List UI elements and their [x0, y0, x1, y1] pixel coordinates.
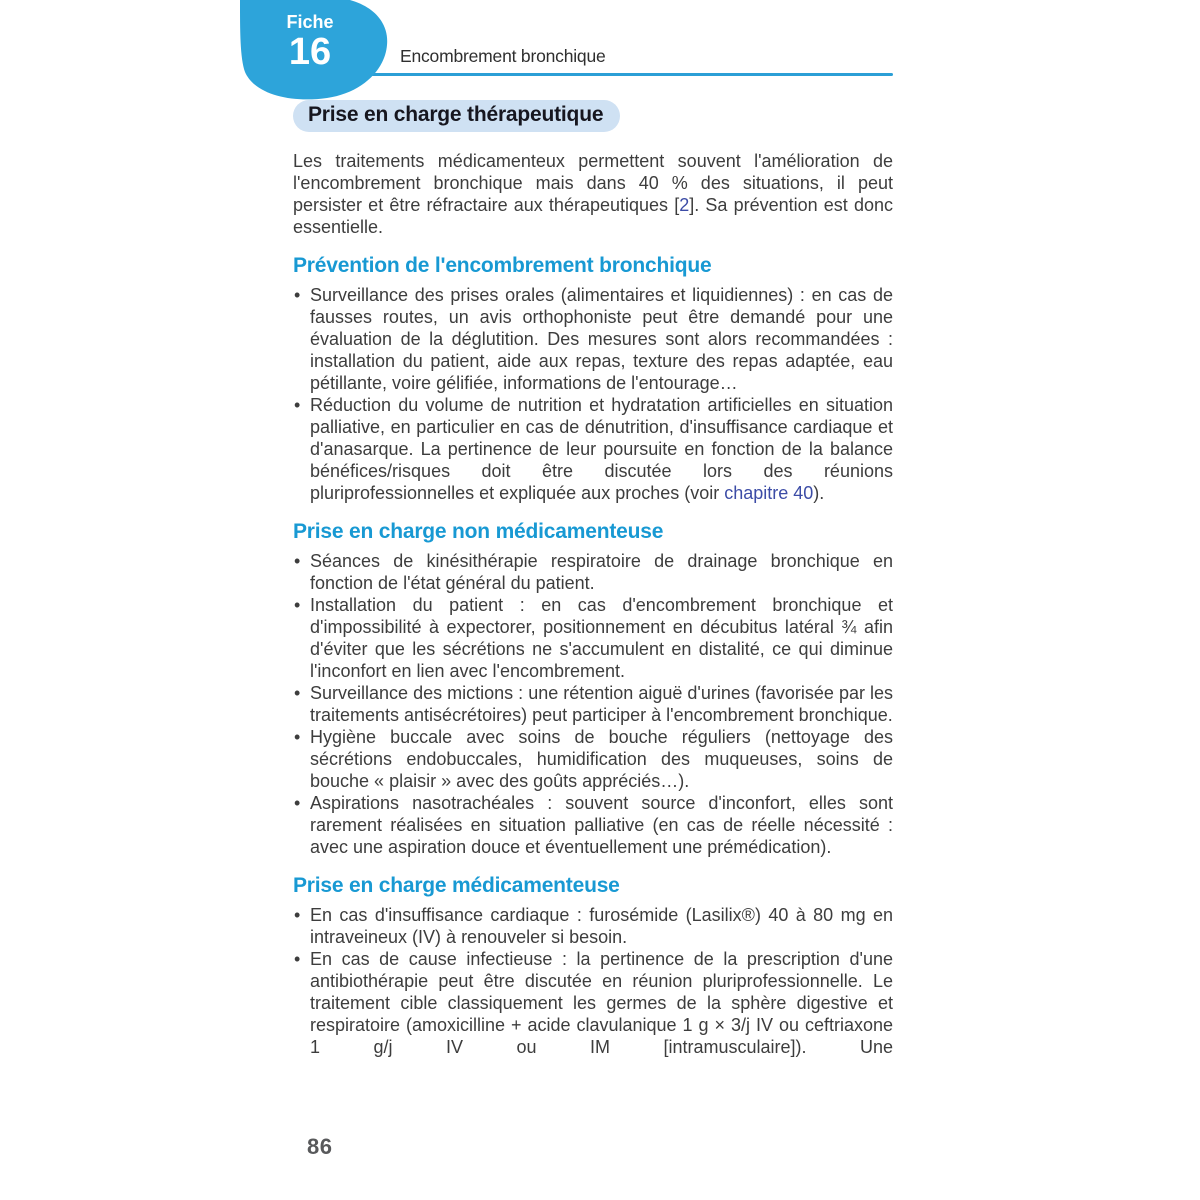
bullet-list-prevention — [293, 284, 893, 504]
chapter-title: Encombrement bronchique — [400, 46, 606, 66]
list-item — [293, 394, 893, 504]
header-divider — [338, 73, 893, 76]
fiche-badge-text — [240, 0, 380, 72]
fiche-number: 16 — [288, 31, 332, 73]
list-item — [293, 594, 893, 682]
list-item-text: Séances de kinésithérapie respiratoire de drainage bronchique en fonction de l'état général du patient. — [310, 551, 893, 593]
intro-text-post: ]. Sa prévention est donc essentielle. — [293, 195, 894, 237]
fiche-label: Fiche — [286, 12, 334, 32]
chapter-40-link[interactable]: chapitre 40 — [724, 483, 814, 503]
list-item-text: Installation du patient : en cas d'encombrement bronchique et d'impossibilité à expectorer, positionnement en décubitus latéral ¾ afin d'éviter que les sécrétions ne s'accumulent en distalité, ce qui diminue l'inconfort en lien avec l'encombrement. — [310, 595, 893, 681]
fiche-badge — [240, 0, 390, 104]
list-item — [293, 948, 893, 1058]
list-item-text: En cas de cause infectieuse : la pertinence de la prescription d'une antibiothérapie peut être discutée en réunion pluriprofessionnelle. Le traitement cible classiquement les germes de la sphère digestive et respiratoire (amoxicilline + acide clavulanique 1 g × 3/j IV ou ceftriaxone 1 g/j IV ou IM [intramusculaire]). Une — [310, 949, 893, 1057]
list-item — [293, 792, 893, 858]
list-item — [293, 284, 893, 394]
reference-link-2[interactable]: 2 — [679, 195, 690, 215]
list-item — [293, 550, 893, 594]
list-item-text: Aspirations nasotrachéales : souvent source d'inconfort, elles sont rarement réalisées en situation palliative (en cas de réelle nécessité : avec une aspiration douce et éventuellement une prémédication). — [310, 793, 893, 857]
section-heading-medicamenteuse: Prise en charge médicamenteuse — [293, 874, 620, 897]
list-item-text: Hygiène buccale avec soins de bouche réguliers (nettoyage des sécrétions endobuccales, humidification des muqueuses, soins de bouche « plaisir » avec des goûts appréciés…). — [310, 727, 893, 791]
list-item — [293, 726, 893, 792]
section-heading-non-medicamenteuse: Prise en charge non médicamenteuse — [293, 520, 664, 543]
bullet-list-non-medicamenteuse — [293, 550, 893, 858]
list-item-text: Réduction du volume de nutrition et hydratation artificielles en situation palliative, en particulier en cas de dénutrition, d'insuffisance cardiaque et d'anasarque. La pertinence de leur poursuite en fonction de la balance bénéfices/risques doit être discutée lors des réunions pluriprofessionnelles et expliquée aux proches (voir — [310, 395, 893, 503]
section-heading-prevention: Prévention de l'encombrement bronchique — [293, 254, 712, 277]
page-number: 86 — [307, 1134, 333, 1159]
list-item-text: Surveillance des prises orales (alimentaires et liquidiennes) : en cas de fausses routes, un avis orthophoniste peut être demandé pour une évaluation de la déglutition. Des mesures sont alors recommandées : installation du patient, aide aux repas, texture des repas adaptée, eau pétillante, voire gélifiée, informations de l'entourage… — [310, 285, 893, 393]
list-item — [293, 682, 893, 726]
bullet-list-medicamenteuse — [293, 904, 893, 1058]
intro-text-pre: Les traitements médicamenteux permettent souvent l'amélioration de l'encombrement bronchique mais dans 40 % des situations, il peut persister et être réfractaire aux thérapeutiques [ — [293, 151, 893, 215]
pill-section-title: Prise en charge thérapeutique — [293, 100, 620, 132]
list-item-text: En cas d'insuffisance cardiaque : furosémide (Lasilix®) 40 à 80 mg en intraveineux (IV) à renouveler si besoin. — [310, 905, 893, 947]
main-content — [293, 98, 893, 1058]
intro-paragraph — [293, 150, 893, 238]
list-item-text: Surveillance des mictions : une rétention aiguë d'urines (favorisée par les traitements antisécrétoires) peut participer à l'encombrement bronchique. — [310, 683, 893, 725]
list-item — [293, 904, 893, 948]
list-item-text-post: ). — [813, 483, 825, 503]
